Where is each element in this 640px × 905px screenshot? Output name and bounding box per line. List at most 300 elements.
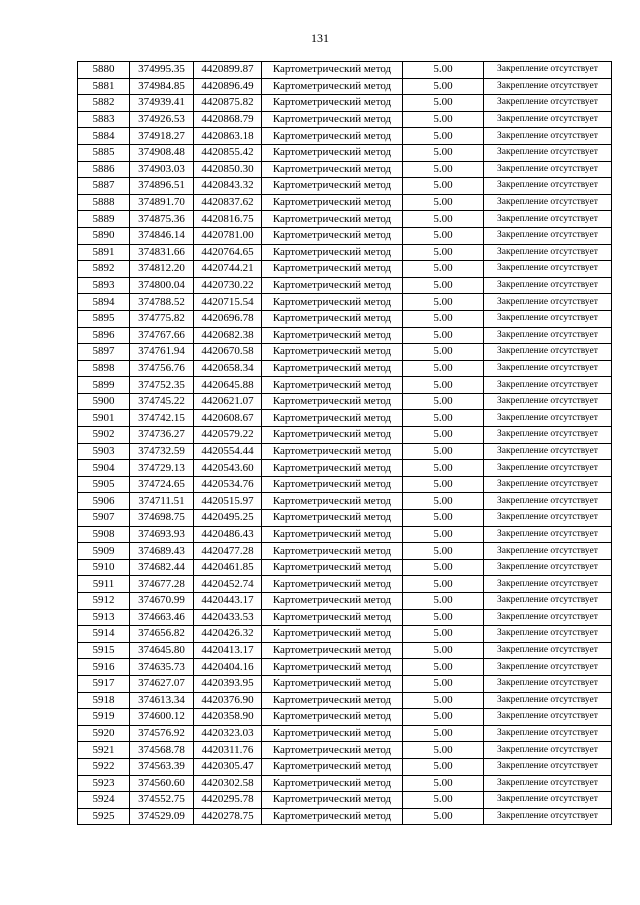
fixation-cell: Закрепление отсутствует bbox=[484, 161, 612, 178]
error-cell: 5.00 bbox=[403, 626, 484, 643]
table-row bbox=[78, 261, 612, 278]
x-coordinate-cell: 374875.36 bbox=[130, 211, 194, 228]
point-number-cell: 5910 bbox=[78, 559, 130, 576]
point-number-cell: 5892 bbox=[78, 261, 130, 278]
error-cell: 5.00 bbox=[403, 294, 484, 311]
point-number-cell: 5912 bbox=[78, 593, 130, 610]
table-row bbox=[78, 725, 612, 742]
table-row bbox=[78, 327, 612, 344]
fixation-cell: Закрепление отсутствует bbox=[484, 211, 612, 228]
method-cell: Картометрический метод bbox=[262, 792, 403, 809]
fixation-cell: Закрепление отсутствует bbox=[484, 510, 612, 527]
table-row bbox=[78, 559, 612, 576]
y-coordinate-cell: 4420413.17 bbox=[194, 642, 262, 659]
y-coordinate-cell: 4420696.78 bbox=[194, 310, 262, 327]
table-row bbox=[78, 211, 612, 228]
table-row bbox=[78, 443, 612, 460]
point-number-cell: 5924 bbox=[78, 792, 130, 809]
fixation-cell: Закрепление отсутствует bbox=[484, 310, 612, 327]
table-row bbox=[78, 476, 612, 493]
fixation-cell: Закрепление отсутствует bbox=[484, 244, 612, 261]
point-number-cell: 5886 bbox=[78, 161, 130, 178]
table-row bbox=[78, 344, 612, 361]
point-number-cell: 5918 bbox=[78, 692, 130, 709]
y-coordinate-cell: 4420899.87 bbox=[194, 62, 262, 79]
table-row bbox=[78, 194, 612, 211]
error-cell: 5.00 bbox=[403, 227, 484, 244]
table-row bbox=[78, 161, 612, 178]
x-coordinate-cell: 374812.20 bbox=[130, 261, 194, 278]
x-coordinate-cell: 374645.80 bbox=[130, 642, 194, 659]
point-number-cell: 5904 bbox=[78, 460, 130, 477]
point-number-cell: 5913 bbox=[78, 609, 130, 626]
table-row bbox=[78, 410, 612, 427]
y-coordinate-cell: 4420404.16 bbox=[194, 659, 262, 676]
fixation-cell: Закрепление отсутствует bbox=[484, 526, 612, 543]
method-cell: Картометрический метод bbox=[262, 194, 403, 211]
method-cell: Картометрический метод bbox=[262, 427, 403, 444]
fixation-cell: Закрепление отсутствует bbox=[484, 493, 612, 510]
table-row bbox=[78, 576, 612, 593]
method-cell: Картометрический метод bbox=[262, 626, 403, 643]
method-cell: Картометрический метод bbox=[262, 327, 403, 344]
method-cell: Картометрический метод bbox=[262, 709, 403, 726]
point-number-cell: 5908 bbox=[78, 526, 130, 543]
method-cell: Картометрический метод bbox=[262, 476, 403, 493]
fixation-cell: Закрепление отсутствует bbox=[484, 78, 612, 95]
error-cell: 5.00 bbox=[403, 742, 484, 759]
x-coordinate-cell: 374984.85 bbox=[130, 78, 194, 95]
y-coordinate-cell: 4420278.75 bbox=[194, 808, 262, 825]
method-cell: Картометрический метод bbox=[262, 310, 403, 327]
fixation-cell: Закрепление отсутствует bbox=[484, 178, 612, 195]
x-coordinate-cell: 374576.92 bbox=[130, 725, 194, 742]
y-coordinate-cell: 4420358.90 bbox=[194, 709, 262, 726]
y-coordinate-cell: 4420515.97 bbox=[194, 493, 262, 510]
method-cell: Картометрический метод bbox=[262, 675, 403, 692]
x-coordinate-cell: 374995.35 bbox=[130, 62, 194, 79]
method-cell: Картометрический метод bbox=[262, 742, 403, 759]
fixation-cell: Закрепление отсутствует bbox=[484, 144, 612, 161]
method-cell: Картометрический метод bbox=[262, 775, 403, 792]
fixation-cell: Закрепление отсутствует bbox=[484, 261, 612, 278]
fixation-cell: Закрепление отсутствует bbox=[484, 659, 612, 676]
table-row bbox=[78, 144, 612, 161]
method-cell: Картометрический метод bbox=[262, 244, 403, 261]
fixation-cell: Закрепление отсутствует bbox=[484, 128, 612, 145]
fixation-cell: Закрепление отсутствует bbox=[484, 95, 612, 112]
y-coordinate-cell: 4420452.74 bbox=[194, 576, 262, 593]
error-cell: 5.00 bbox=[403, 775, 484, 792]
x-coordinate-cell: 374689.43 bbox=[130, 543, 194, 560]
x-coordinate-cell: 374831.66 bbox=[130, 244, 194, 261]
method-cell: Картометрический метод bbox=[262, 227, 403, 244]
error-cell: 5.00 bbox=[403, 675, 484, 692]
table-row bbox=[78, 659, 612, 676]
table-row bbox=[78, 178, 612, 195]
point-number-cell: 5911 bbox=[78, 576, 130, 593]
x-coordinate-cell: 374529.09 bbox=[130, 808, 194, 825]
table-row bbox=[78, 526, 612, 543]
y-coordinate-cell: 4420744.21 bbox=[194, 261, 262, 278]
method-cell: Картометрический метод bbox=[262, 659, 403, 676]
x-coordinate-cell: 374745.22 bbox=[130, 393, 194, 410]
y-coordinate-cell: 4420682.38 bbox=[194, 327, 262, 344]
method-cell: Картометрический метод bbox=[262, 443, 403, 460]
y-coordinate-cell: 4420764.65 bbox=[194, 244, 262, 261]
x-coordinate-cell: 374670.99 bbox=[130, 593, 194, 610]
y-coordinate-cell: 4420843.32 bbox=[194, 178, 262, 195]
fixation-cell: Закрепление отсутствует bbox=[484, 194, 612, 211]
error-cell: 5.00 bbox=[403, 194, 484, 211]
error-cell: 5.00 bbox=[403, 277, 484, 294]
method-cell: Картометрический метод bbox=[262, 277, 403, 294]
error-cell: 5.00 bbox=[403, 62, 484, 79]
x-coordinate-cell: 374568.78 bbox=[130, 742, 194, 759]
fixation-cell: Закрепление отсутствует bbox=[484, 626, 612, 643]
method-cell: Картометрический метод bbox=[262, 62, 403, 79]
x-coordinate-cell: 374788.52 bbox=[130, 294, 194, 311]
y-coordinate-cell: 4420305.47 bbox=[194, 758, 262, 775]
error-cell: 5.00 bbox=[403, 792, 484, 809]
error-cell: 5.00 bbox=[403, 377, 484, 394]
x-coordinate-cell: 374656.82 bbox=[130, 626, 194, 643]
y-coordinate-cell: 4420461.85 bbox=[194, 559, 262, 576]
error-cell: 5.00 bbox=[403, 161, 484, 178]
y-coordinate-cell: 4420443.17 bbox=[194, 593, 262, 610]
fixation-cell: Закрепление отсутствует bbox=[484, 775, 612, 792]
x-coordinate-cell: 374560.60 bbox=[130, 775, 194, 792]
method-cell: Картометрический метод bbox=[262, 758, 403, 775]
point-number-cell: 5895 bbox=[78, 310, 130, 327]
fixation-cell: Закрепление отсутствует bbox=[484, 742, 612, 759]
point-number-cell: 5885 bbox=[78, 144, 130, 161]
x-coordinate-cell: 374775.82 bbox=[130, 310, 194, 327]
coordinates-table-body bbox=[78, 62, 612, 825]
table-row bbox=[78, 294, 612, 311]
point-number-cell: 5896 bbox=[78, 327, 130, 344]
point-number-cell: 5887 bbox=[78, 178, 130, 195]
point-number-cell: 5907 bbox=[78, 510, 130, 527]
method-cell: Картометрический метод bbox=[262, 460, 403, 477]
fixation-cell: Закрепление отсутствует bbox=[484, 792, 612, 809]
point-number-cell: 5916 bbox=[78, 659, 130, 676]
method-cell: Картометрический метод bbox=[262, 161, 403, 178]
y-coordinate-cell: 4420621.07 bbox=[194, 393, 262, 410]
table-row bbox=[78, 78, 612, 95]
error-cell: 5.00 bbox=[403, 327, 484, 344]
point-number-cell: 5914 bbox=[78, 626, 130, 643]
x-coordinate-cell: 374635.73 bbox=[130, 659, 194, 676]
y-coordinate-cell: 4420896.49 bbox=[194, 78, 262, 95]
point-number-cell: 5889 bbox=[78, 211, 130, 228]
x-coordinate-cell: 374732.59 bbox=[130, 443, 194, 460]
x-coordinate-cell: 374693.93 bbox=[130, 526, 194, 543]
method-cell: Картометрический метод bbox=[262, 261, 403, 278]
y-coordinate-cell: 4420477.28 bbox=[194, 543, 262, 560]
fixation-cell: Закрепление отсутствует bbox=[484, 559, 612, 576]
table-row bbox=[78, 742, 612, 759]
error-cell: 5.00 bbox=[403, 709, 484, 726]
method-cell: Картометрический метод bbox=[262, 294, 403, 311]
point-number-cell: 5903 bbox=[78, 443, 130, 460]
error-cell: 5.00 bbox=[403, 360, 484, 377]
error-cell: 5.00 bbox=[403, 493, 484, 510]
y-coordinate-cell: 4420302.58 bbox=[194, 775, 262, 792]
method-cell: Картометрический метод bbox=[262, 559, 403, 576]
table-row bbox=[78, 393, 612, 410]
error-cell: 5.00 bbox=[403, 593, 484, 610]
table-row bbox=[78, 493, 612, 510]
y-coordinate-cell: 4420495.25 bbox=[194, 510, 262, 527]
x-coordinate-cell: 374552.75 bbox=[130, 792, 194, 809]
y-coordinate-cell: 4420715.54 bbox=[194, 294, 262, 311]
error-cell: 5.00 bbox=[403, 310, 484, 327]
error-cell: 5.00 bbox=[403, 427, 484, 444]
error-cell: 5.00 bbox=[403, 443, 484, 460]
error-cell: 5.00 bbox=[403, 178, 484, 195]
error-cell: 5.00 bbox=[403, 410, 484, 427]
error-cell: 5.00 bbox=[403, 725, 484, 742]
coordinates-table bbox=[77, 61, 612, 825]
method-cell: Картометрический метод bbox=[262, 344, 403, 361]
method-cell: Картометрический метод bbox=[262, 95, 403, 112]
y-coordinate-cell: 4420433.53 bbox=[194, 609, 262, 626]
fixation-cell: Закрепление отсутствует bbox=[484, 642, 612, 659]
point-number-cell: 5881 bbox=[78, 78, 130, 95]
fixation-cell: Закрепление отсутствует bbox=[484, 576, 612, 593]
table-row bbox=[78, 310, 612, 327]
x-coordinate-cell: 374939.41 bbox=[130, 95, 194, 112]
table-row bbox=[78, 626, 612, 643]
x-coordinate-cell: 374729.13 bbox=[130, 460, 194, 477]
method-cell: Картометрический метод bbox=[262, 692, 403, 709]
table-row bbox=[78, 277, 612, 294]
error-cell: 5.00 bbox=[403, 510, 484, 527]
method-cell: Картометрический метод bbox=[262, 78, 403, 95]
point-number-cell: 5905 bbox=[78, 476, 130, 493]
point-number-cell: 5898 bbox=[78, 360, 130, 377]
x-coordinate-cell: 374903.03 bbox=[130, 161, 194, 178]
fixation-cell: Закрепление отсутствует bbox=[484, 692, 612, 709]
point-number-cell: 5900 bbox=[78, 393, 130, 410]
error-cell: 5.00 bbox=[403, 576, 484, 593]
table-row bbox=[78, 808, 612, 825]
point-number-cell: 5909 bbox=[78, 543, 130, 560]
y-coordinate-cell: 4420658.34 bbox=[194, 360, 262, 377]
fixation-cell: Закрепление отсутствует bbox=[484, 227, 612, 244]
y-coordinate-cell: 4420837.62 bbox=[194, 194, 262, 211]
x-coordinate-cell: 374926.53 bbox=[130, 111, 194, 128]
x-coordinate-cell: 374613.34 bbox=[130, 692, 194, 709]
y-coordinate-cell: 4420863.18 bbox=[194, 128, 262, 145]
fixation-cell: Закрепление отсутствует bbox=[484, 393, 612, 410]
y-coordinate-cell: 4420579.22 bbox=[194, 427, 262, 444]
y-coordinate-cell: 4420311.76 bbox=[194, 742, 262, 759]
fixation-cell: Закрепление отсутствует bbox=[484, 758, 612, 775]
point-number-cell: 5893 bbox=[78, 277, 130, 294]
point-number-cell: 5919 bbox=[78, 709, 130, 726]
y-coordinate-cell: 4420730.22 bbox=[194, 277, 262, 294]
x-coordinate-cell: 374767.66 bbox=[130, 327, 194, 344]
point-number-cell: 5897 bbox=[78, 344, 130, 361]
x-coordinate-cell: 374736.27 bbox=[130, 427, 194, 444]
error-cell: 5.00 bbox=[403, 758, 484, 775]
method-cell: Картометрический метод bbox=[262, 543, 403, 560]
table-row bbox=[78, 460, 612, 477]
method-cell: Картометрический метод bbox=[262, 360, 403, 377]
point-number-cell: 5888 bbox=[78, 194, 130, 211]
fixation-cell: Закрепление отсутствует bbox=[484, 709, 612, 726]
error-cell: 5.00 bbox=[403, 244, 484, 261]
fixation-cell: Закрепление отсутствует bbox=[484, 725, 612, 742]
y-coordinate-cell: 4420486.43 bbox=[194, 526, 262, 543]
error-cell: 5.00 bbox=[403, 128, 484, 145]
table-row bbox=[78, 543, 612, 560]
table-row bbox=[78, 709, 612, 726]
table-row bbox=[78, 609, 612, 626]
method-cell: Картометрический метод bbox=[262, 493, 403, 510]
x-coordinate-cell: 374724.65 bbox=[130, 476, 194, 493]
fixation-cell: Закрепление отсутствует bbox=[484, 377, 612, 394]
y-coordinate-cell: 4420426.32 bbox=[194, 626, 262, 643]
point-number-cell: 5923 bbox=[78, 775, 130, 792]
point-number-cell: 5901 bbox=[78, 410, 130, 427]
method-cell: Картометрический метод bbox=[262, 725, 403, 742]
error-cell: 5.00 bbox=[403, 144, 484, 161]
x-coordinate-cell: 374846.14 bbox=[130, 227, 194, 244]
fixation-cell: Закрепление отсутствует bbox=[484, 410, 612, 427]
point-number-cell: 5891 bbox=[78, 244, 130, 261]
method-cell: Картометрический метод bbox=[262, 178, 403, 195]
x-coordinate-cell: 374563.39 bbox=[130, 758, 194, 775]
fixation-cell: Закрепление отсутствует bbox=[484, 460, 612, 477]
x-coordinate-cell: 374752.35 bbox=[130, 377, 194, 394]
table-row bbox=[78, 62, 612, 79]
table-row bbox=[78, 377, 612, 394]
point-number-cell: 5882 bbox=[78, 95, 130, 112]
x-coordinate-cell: 374908.48 bbox=[130, 144, 194, 161]
method-cell: Картометрический метод bbox=[262, 111, 403, 128]
table-row bbox=[78, 128, 612, 145]
point-number-cell: 5925 bbox=[78, 808, 130, 825]
error-cell: 5.00 bbox=[403, 642, 484, 659]
error-cell: 5.00 bbox=[403, 111, 484, 128]
method-cell: Картометрический метод bbox=[262, 377, 403, 394]
x-coordinate-cell: 374918.27 bbox=[130, 128, 194, 145]
point-number-cell: 5884 bbox=[78, 128, 130, 145]
fixation-cell: Закрепление отсутствует bbox=[484, 327, 612, 344]
fixation-cell: Закрепление отсутствует bbox=[484, 344, 612, 361]
table-row bbox=[78, 642, 612, 659]
fixation-cell: Закрепление отсутствует bbox=[484, 294, 612, 311]
point-number-cell: 5920 bbox=[78, 725, 130, 742]
error-cell: 5.00 bbox=[403, 808, 484, 825]
x-coordinate-cell: 374682.44 bbox=[130, 559, 194, 576]
x-coordinate-cell: 374627.07 bbox=[130, 675, 194, 692]
x-coordinate-cell: 374663.46 bbox=[130, 609, 194, 626]
page-number: 131 bbox=[311, 31, 329, 45]
error-cell: 5.00 bbox=[403, 692, 484, 709]
fixation-cell: Закрепление отсутствует bbox=[484, 543, 612, 560]
x-coordinate-cell: 374711.51 bbox=[130, 493, 194, 510]
x-coordinate-cell: 374761.94 bbox=[130, 344, 194, 361]
method-cell: Картометрический метод bbox=[262, 642, 403, 659]
x-coordinate-cell: 374742.15 bbox=[130, 410, 194, 427]
fixation-cell: Закрепление отсутствует bbox=[484, 808, 612, 825]
table-row bbox=[78, 227, 612, 244]
table-row bbox=[78, 692, 612, 709]
point-number-cell: 5880 bbox=[78, 62, 130, 79]
method-cell: Картометрический метод bbox=[262, 808, 403, 825]
fixation-cell: Закрепление отсутствует bbox=[484, 675, 612, 692]
error-cell: 5.00 bbox=[403, 211, 484, 228]
fixation-cell: Закрепление отсутствует bbox=[484, 593, 612, 610]
fixation-cell: Закрепление отсутствует bbox=[484, 443, 612, 460]
table-row bbox=[78, 675, 612, 692]
method-cell: Картометрический метод bbox=[262, 593, 403, 610]
error-cell: 5.00 bbox=[403, 609, 484, 626]
point-number-cell: 5894 bbox=[78, 294, 130, 311]
point-number-cell: 5921 bbox=[78, 742, 130, 759]
point-number-cell: 5917 bbox=[78, 675, 130, 692]
y-coordinate-cell: 4420850.30 bbox=[194, 161, 262, 178]
y-coordinate-cell: 4420376.90 bbox=[194, 692, 262, 709]
y-coordinate-cell: 4420816.75 bbox=[194, 211, 262, 228]
method-cell: Картометрический метод bbox=[262, 410, 403, 427]
error-cell: 5.00 bbox=[403, 659, 484, 676]
error-cell: 5.00 bbox=[403, 460, 484, 477]
y-coordinate-cell: 4420554.44 bbox=[194, 443, 262, 460]
error-cell: 5.00 bbox=[403, 261, 484, 278]
error-cell: 5.00 bbox=[403, 393, 484, 410]
error-cell: 5.00 bbox=[403, 95, 484, 112]
error-cell: 5.00 bbox=[403, 526, 484, 543]
error-cell: 5.00 bbox=[403, 476, 484, 493]
x-coordinate-cell: 374677.28 bbox=[130, 576, 194, 593]
x-coordinate-cell: 374756.76 bbox=[130, 360, 194, 377]
table-row bbox=[78, 775, 612, 792]
error-cell: 5.00 bbox=[403, 344, 484, 361]
x-coordinate-cell: 374698.75 bbox=[130, 510, 194, 527]
error-cell: 5.00 bbox=[403, 543, 484, 560]
method-cell: Картометрический метод bbox=[262, 510, 403, 527]
table-row bbox=[78, 427, 612, 444]
table-row bbox=[78, 95, 612, 112]
y-coordinate-cell: 4420868.79 bbox=[194, 111, 262, 128]
point-number-cell: 5883 bbox=[78, 111, 130, 128]
y-coordinate-cell: 4420781.00 bbox=[194, 227, 262, 244]
table-row bbox=[78, 593, 612, 610]
table-row bbox=[78, 111, 612, 128]
method-cell: Картометрический метод bbox=[262, 128, 403, 145]
table-row bbox=[78, 244, 612, 261]
point-number-cell: 5906 bbox=[78, 493, 130, 510]
point-number-cell: 5899 bbox=[78, 377, 130, 394]
method-cell: Картометрический метод bbox=[262, 211, 403, 228]
point-number-cell: 5922 bbox=[78, 758, 130, 775]
y-coordinate-cell: 4420875.82 bbox=[194, 95, 262, 112]
x-coordinate-cell: 374891.70 bbox=[130, 194, 194, 211]
error-cell: 5.00 bbox=[403, 78, 484, 95]
y-coordinate-cell: 4420323.03 bbox=[194, 725, 262, 742]
method-cell: Картометрический метод bbox=[262, 144, 403, 161]
y-coordinate-cell: 4420534.76 bbox=[194, 476, 262, 493]
y-coordinate-cell: 4420670.58 bbox=[194, 344, 262, 361]
method-cell: Картометрический метод bbox=[262, 393, 403, 410]
y-coordinate-cell: 4420295.78 bbox=[194, 792, 262, 809]
point-number-cell: 5902 bbox=[78, 427, 130, 444]
